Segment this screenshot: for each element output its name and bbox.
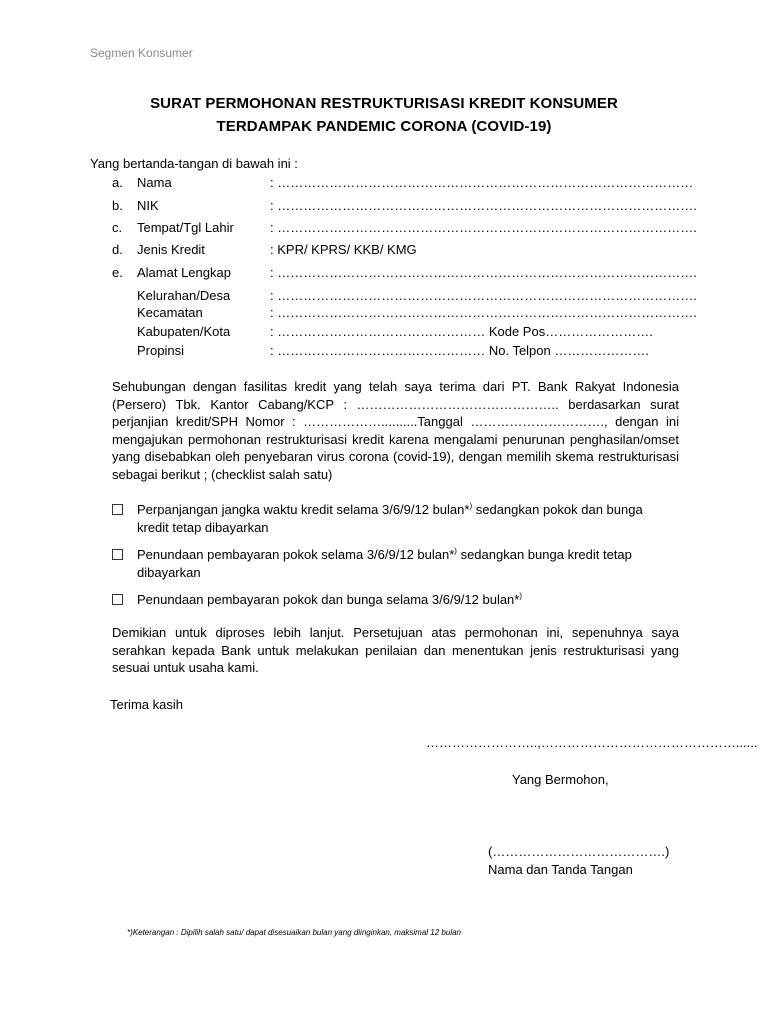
document-title-line1: SURAT PERMOHONAN RESTRUKTURISASI KREDIT KONSUMER xyxy=(150,95,618,112)
field-label: Kabupaten/Kota xyxy=(137,324,231,339)
field-letter: c. xyxy=(112,220,123,235)
field-value-kabupaten-kodepos[interactable]: : ………………………………………… Kode Pos……………………. xyxy=(270,324,653,339)
applicant-label: Yang Bermohon, xyxy=(512,772,609,787)
segment-label: Segmen Konsumer xyxy=(90,46,193,60)
field-label: Tempat/Tgl Lahir xyxy=(137,220,234,235)
option-text: Penundaan pembayaran pokok dan bunga selama 3/6/9/12 bulan*) xyxy=(137,591,523,607)
field-label: Kecamatan xyxy=(137,305,203,320)
field-value-kecamatan[interactable]: : ……………………………………………………………………………………. xyxy=(270,305,697,320)
field-label: Nama xyxy=(137,175,172,190)
checkbox-icon[interactable] xyxy=(112,549,123,560)
field-value-jenis-kredit[interactable]: : KPR/ KPRS/ KKB/ KMG xyxy=(270,242,417,257)
closing-paragraph: Demikian untuk diproses lebih lanjut. Persetujuan atas permohonan ini, sepenuhnya saya serahkan kepada Bank untuk melakukan penilaian dan menentukan jenis restrukturisasi yang sesuai untuk usaha kami. xyxy=(112,625,679,676)
field-value-alamat[interactable]: : ……………………………………………………………………………………. xyxy=(270,265,697,280)
field-letter: b. xyxy=(112,198,123,213)
footnote: *)Keterangan : Dipilih salah satu/ dapat disesuaikan bulan yang diinginkan, maksimal 12 bulan xyxy=(127,928,461,937)
signature-label: Nama dan Tanda Tangan xyxy=(488,862,633,877)
field-value-propinsi-telpon[interactable]: : ………………………………………… No. Telpon …………………. xyxy=(270,343,649,358)
place-date-field[interactable]: ……………………..,………………………………………...... xyxy=(426,735,758,750)
signature-field[interactable]: (………………………………….) xyxy=(488,844,670,859)
checkbox-icon[interactable] xyxy=(112,594,123,605)
field-value-nik[interactable]: : ……………………………………………………………………………………. xyxy=(270,198,697,213)
field-value-kelurahan[interactable]: : ……………………………………………………………………………………. xyxy=(270,288,697,303)
option-text: Perpanjangan jangka waktu kredit selama 3/6/9/12 bulan*) sedangkan pokok dan bunga kredit tetap dibayarkan xyxy=(137,501,643,535)
field-label: Alamat Lengkap xyxy=(137,265,231,280)
option-text: Penundaan pembayaran pokok selama 3/6/9/12 bulan*) sedangkan bunga kredit tetap dibayarkan xyxy=(137,546,632,580)
field-label: Jenis Kredit xyxy=(137,242,205,257)
intro-text: Yang bertanda-tangan di bawah ini : xyxy=(90,156,298,171)
document-title-line2: TERDAMPAK PANDEMIC CORONA (COVID-19) xyxy=(216,118,552,135)
field-label: Propinsi xyxy=(137,343,184,358)
field-label: NIK xyxy=(137,198,159,213)
field-letter: a. xyxy=(112,175,123,190)
field-value-nama[interactable]: : …………………………………………………………………………………… xyxy=(270,175,694,190)
checkbox-icon[interactable] xyxy=(112,504,123,515)
field-label: Kelurahan/Desa xyxy=(137,288,231,303)
field-letter: d. xyxy=(112,242,123,257)
thanks-text: Terima kasih xyxy=(110,697,183,712)
request-paragraph: Sehubungan dengan fasilitas kredit yang telah saya terima dari PT. Bank Rakyat Indonesia (Persero) Tbk. Kantor Cabang/KCP : ……………………………………….. berdasarkan surat perjanjian kredit/SPH Nomor : ………………..........Tanggal …………………………., dengan ini mengajukan permohonan restrukturisasi kredit karena mengalami penurunan penghasilan/omset yang disebabkan oleh penyebaran virus corona (covid-19), dengan memilih skema restrukturisasi sebagai berikut ; (checklist salah satu) xyxy=(112,379,679,482)
field-letter: e. xyxy=(112,265,123,280)
field-value-tempat-tgl-lahir[interactable]: : ……………………………………………………………………………………. xyxy=(270,220,697,235)
